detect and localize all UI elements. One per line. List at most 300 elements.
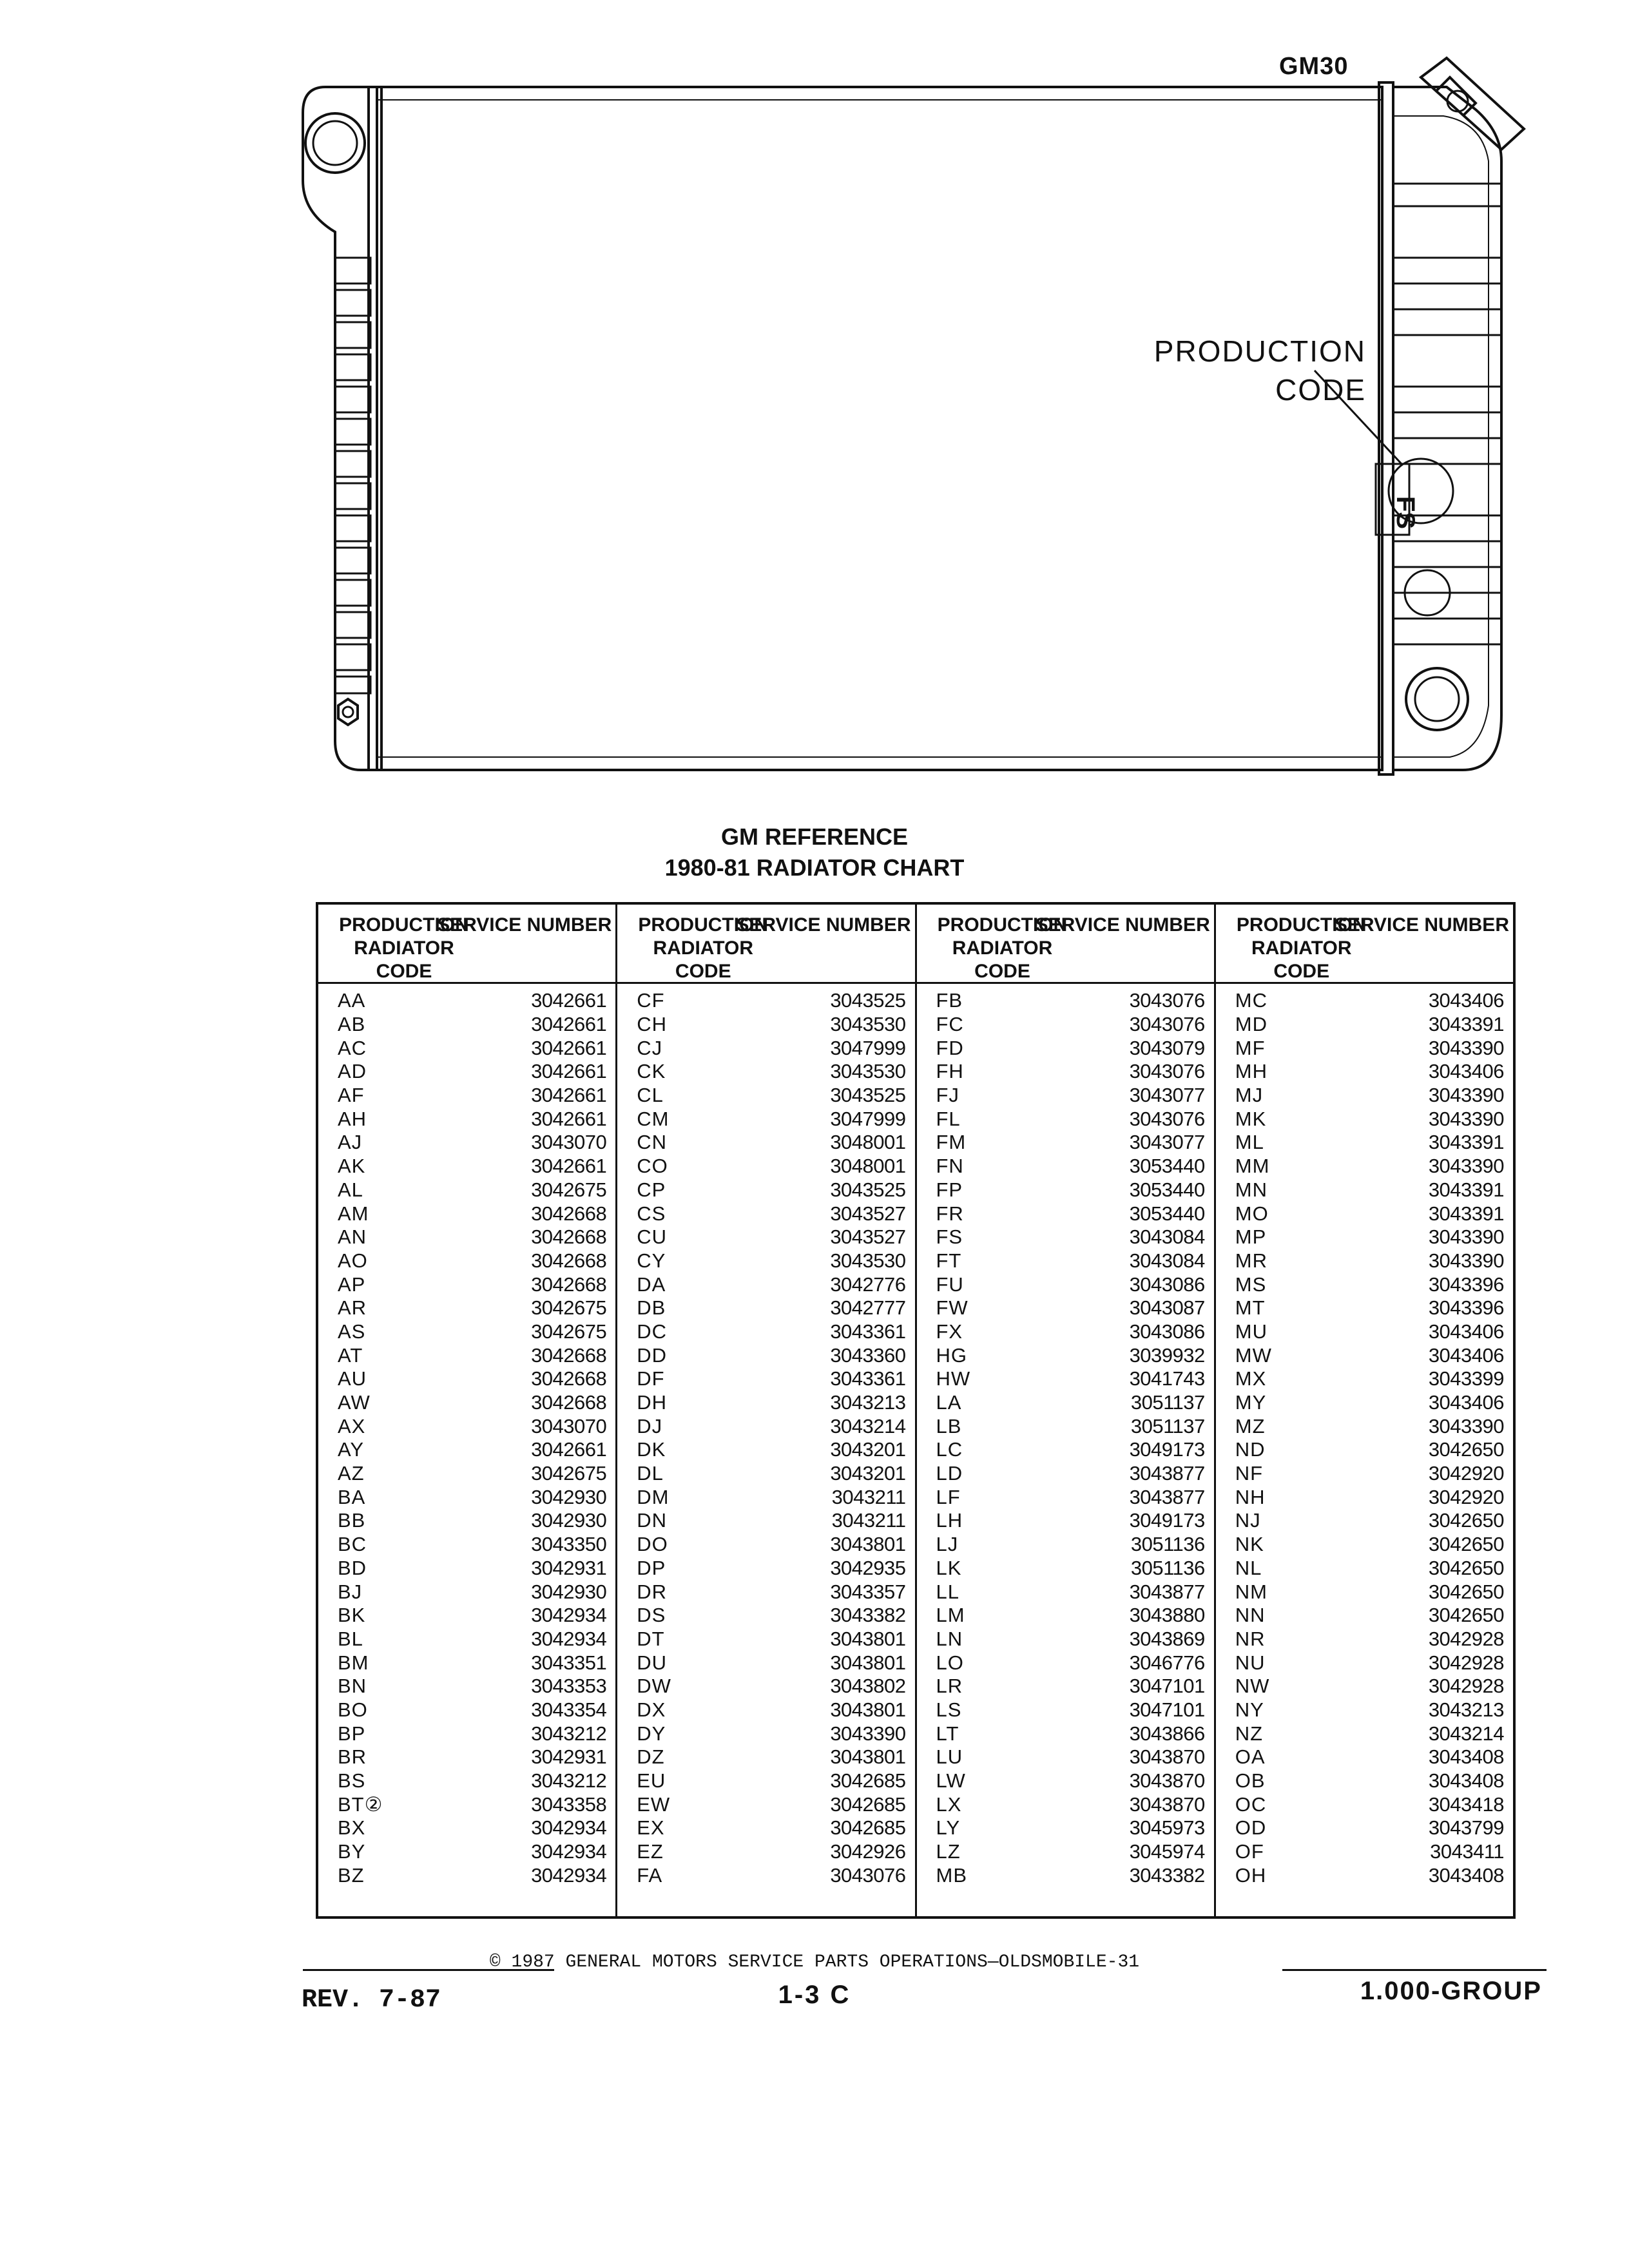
table-row: [917, 1769, 1214, 1793]
table-row: [1216, 1509, 1513, 1533]
production-code: FS: [936, 1225, 963, 1249]
table-row: [617, 1155, 914, 1178]
service-number: 3043076: [1129, 989, 1205, 1012]
table-row: [318, 1414, 615, 1438]
service-number: 3043079: [1129, 1036, 1205, 1059]
production-code: NY: [1235, 1698, 1264, 1721]
table-row: [318, 1745, 615, 1769]
service-number: 3043390: [1428, 1155, 1504, 1178]
table-row: [617, 1604, 914, 1628]
production-code: OC: [1235, 1792, 1267, 1816]
service-number: 3046776: [1129, 1651, 1205, 1674]
table-row: [318, 1391, 615, 1415]
service-number: 3043390: [1428, 1107, 1504, 1130]
table-row: [917, 1036, 1214, 1060]
table-row: [617, 1769, 914, 1793]
production-code: FA: [637, 1863, 663, 1887]
production-code: LO: [936, 1651, 964, 1674]
production-code: FC: [936, 1013, 964, 1036]
service-number: 3043360: [830, 1343, 906, 1367]
production-code: AS: [338, 1320, 366, 1343]
table-row: [318, 1557, 615, 1581]
service-number: 3043396: [1428, 1296, 1504, 1320]
service-number: 3043866: [1129, 1722, 1205, 1745]
production-code: MW: [1235, 1343, 1272, 1367]
service-number: 3043877: [1129, 1485, 1205, 1508]
service-number: 3043086: [1129, 1273, 1205, 1296]
table-row: [917, 1604, 1214, 1628]
table-row: [617, 1557, 914, 1581]
column-group-3: [917, 905, 1216, 1916]
service-number: 3043201: [830, 1462, 906, 1485]
table-row: [617, 1084, 914, 1108]
table-row: [318, 1438, 615, 1462]
service-number: 3042668: [531, 1273, 607, 1296]
table-row: [917, 989, 1214, 1013]
production-code: AO: [338, 1249, 368, 1272]
table-row: [617, 1320, 914, 1344]
production-code: CY: [637, 1249, 666, 1272]
service-number: 3043880: [1129, 1604, 1205, 1627]
service-number: 3042675: [531, 1296, 607, 1320]
service-number: 3043527: [830, 1225, 906, 1249]
service-number: 3047101: [1129, 1675, 1205, 1698]
service-number: 3047999: [830, 1036, 906, 1059]
header-service-number: SERVICE NUMBER: [1035, 914, 1210, 936]
table-row: [1216, 1202, 1513, 1225]
production-code: DD: [637, 1343, 668, 1367]
production-code: DH: [637, 1391, 668, 1414]
production-code: LT: [936, 1722, 959, 1745]
production-code: EW: [637, 1792, 671, 1816]
production-code: FL: [936, 1107, 961, 1130]
service-number: 3042920: [1428, 1485, 1504, 1508]
production-code: BA: [338, 1485, 366, 1508]
production-code: FP: [936, 1178, 963, 1201]
production-code: NK: [1235, 1533, 1264, 1556]
table-row: [917, 1557, 1214, 1581]
production-code: FJ: [936, 1084, 959, 1107]
service-number: 3053440: [1129, 1202, 1205, 1225]
table-row: [917, 1438, 1214, 1462]
service-number: 3042928: [1428, 1675, 1504, 1698]
table-row: [917, 1155, 1214, 1178]
production-code: BS: [338, 1769, 366, 1792]
production-code: CK: [637, 1060, 666, 1083]
table-row: [617, 1013, 914, 1037]
service-number: 3042776: [830, 1273, 906, 1296]
production-code: MD: [1235, 1013, 1268, 1036]
production-code: NF: [1235, 1462, 1264, 1485]
table-row: [617, 1131, 914, 1155]
production-code: BB: [338, 1509, 366, 1532]
service-number: 3043802: [830, 1675, 906, 1698]
table-row: [318, 1675, 615, 1698]
table-row: [318, 1628, 615, 1651]
table-row: [617, 1745, 914, 1769]
service-number: 3042935: [830, 1556, 906, 1579]
table-row: [917, 1722, 1214, 1745]
table-row: [917, 1013, 1214, 1037]
table-row: [318, 1107, 615, 1131]
service-number: 3043076: [1129, 1013, 1205, 1036]
radiator-chart-table: [316, 902, 1516, 1919]
footer-group: 1.000-GROUP: [1360, 1977, 1542, 2005]
production-code: LF: [936, 1485, 961, 1508]
production-code: NM: [1235, 1580, 1268, 1603]
service-number: 3043213: [830, 1391, 906, 1414]
production-code: CP: [637, 1178, 666, 1201]
column-header: [917, 905, 1214, 984]
service-number: 3042650: [1428, 1438, 1504, 1461]
table-row: [1216, 1580, 1513, 1604]
service-number: 3042930: [531, 1485, 607, 1508]
production-code: DR: [637, 1580, 668, 1603]
service-number: 3042928: [1428, 1627, 1504, 1650]
table-row: [318, 1249, 615, 1273]
production-code: MU: [1235, 1320, 1268, 1343]
production-code: NR: [1235, 1627, 1266, 1650]
table-row: [617, 1296, 914, 1320]
footer-page-number: 1-3 C: [778, 1981, 851, 2009]
table-row: [617, 1840, 914, 1864]
table-row: [1216, 1651, 1513, 1675]
table-row: [318, 1273, 615, 1296]
production-code: LC: [936, 1438, 963, 1461]
table-row: [1216, 1485, 1513, 1509]
table-row: [617, 1107, 914, 1131]
table-row: [917, 1792, 1214, 1816]
table-row: [318, 1485, 615, 1509]
production-code: LZ: [936, 1840, 961, 1863]
table-row: [917, 1296, 1214, 1320]
service-number: 3043390: [1428, 1225, 1504, 1249]
service-number: 3042934: [531, 1604, 607, 1627]
service-number: 3043406: [1428, 1060, 1504, 1083]
production-code: LR: [936, 1675, 963, 1698]
service-number: 3043357: [830, 1580, 906, 1603]
service-number: 3043201: [830, 1438, 906, 1461]
footer-copyright: © 1987 GENERAL MOTORS SERVICE PARTS OPERATIONS—OLDSMOBILE-31: [489, 1952, 1140, 1972]
callout-line-2: CODE: [1275, 373, 1366, 407]
production-code: FW: [936, 1296, 969, 1320]
table-row: [1216, 1557, 1513, 1581]
production-code: LD: [936, 1462, 963, 1485]
table-row: [318, 1816, 615, 1840]
service-number: 3043801: [830, 1651, 906, 1674]
production-code: LN: [936, 1627, 963, 1650]
table-row: [318, 1367, 615, 1391]
service-number: 3042650: [1428, 1580, 1504, 1603]
production-code: AJ: [338, 1131, 363, 1154]
service-number: 3043212: [531, 1722, 607, 1745]
service-number: 3043877: [1129, 1580, 1205, 1603]
production-code: EX: [637, 1816, 665, 1840]
service-number: 3043801: [830, 1698, 906, 1721]
service-number: 3042930: [531, 1509, 607, 1532]
service-number: 3043869: [1129, 1627, 1205, 1650]
table-row: [917, 1533, 1214, 1557]
production-code: AT: [338, 1343, 363, 1367]
production-code: EZ: [637, 1840, 664, 1863]
production-code: LK: [936, 1556, 962, 1579]
production-code: BN: [338, 1675, 367, 1698]
service-number: 3043350: [531, 1533, 607, 1556]
header-production-code: PRODUCTION RADIATOR CODE: [339, 914, 469, 982]
production-code: MM: [1235, 1155, 1270, 1178]
production-code: BK: [338, 1604, 366, 1627]
production-code: AM: [338, 1202, 369, 1225]
service-number: 3043801: [830, 1627, 906, 1650]
service-number: 3043390: [1428, 1414, 1504, 1437]
production-code: MS: [1235, 1273, 1267, 1296]
table-row: [1216, 1367, 1513, 1391]
service-number: 3042685: [830, 1792, 906, 1816]
table-row: [1216, 1438, 1513, 1462]
production-code: AK: [338, 1155, 366, 1178]
table-row: [1216, 1698, 1513, 1722]
production-code: FM: [936, 1131, 967, 1154]
column-group-2: [617, 905, 916, 1916]
table-row: [917, 1863, 1214, 1887]
table-row: [1216, 989, 1513, 1013]
service-number: 3039932: [1129, 1343, 1205, 1367]
table-row: [318, 1604, 615, 1628]
service-number: 3042661: [531, 1107, 607, 1130]
table-row: [617, 1816, 914, 1840]
service-number: 3043076: [830, 1863, 906, 1887]
table-row: [617, 1698, 914, 1722]
table-row: [318, 1722, 615, 1745]
service-number: 3043391: [1428, 1131, 1504, 1154]
production-code: LW: [936, 1769, 966, 1792]
table-row: [917, 1816, 1214, 1840]
table-row: [917, 1391, 1214, 1415]
column-group-4: [1216, 905, 1513, 1916]
radiator-diagram: [0, 0, 1629, 799]
production-code: AP: [338, 1273, 366, 1296]
production-code: AF: [338, 1084, 365, 1107]
table-row: [1216, 1533, 1513, 1557]
production-code: DO: [637, 1533, 668, 1556]
service-number: 3043406: [1428, 1343, 1504, 1367]
table-row: [617, 1651, 914, 1675]
production-code: AZ: [338, 1462, 365, 1485]
service-number: 3051137: [1130, 1391, 1205, 1414]
table-row: [1216, 1628, 1513, 1651]
table-row: [318, 1343, 615, 1367]
production-code: DL: [637, 1462, 664, 1485]
production-code: BC: [338, 1533, 367, 1556]
table-row: [617, 1675, 914, 1698]
production-code: MJ: [1235, 1084, 1264, 1107]
column-header: [318, 905, 615, 984]
production-code: FU: [936, 1273, 964, 1296]
table-row: [617, 1343, 914, 1367]
production-code: MF: [1235, 1036, 1266, 1059]
table-row: [917, 1580, 1214, 1604]
production-code: CU: [637, 1225, 668, 1249]
service-number: 3043530: [830, 1249, 906, 1272]
service-number: 3042661: [531, 989, 607, 1012]
production-code: MO: [1235, 1202, 1269, 1225]
table-row: [917, 1060, 1214, 1084]
service-number: 3043406: [1428, 989, 1504, 1012]
production-code: DZ: [637, 1745, 665, 1769]
production-code: DM: [637, 1485, 670, 1508]
service-number: 3043418: [1428, 1792, 1504, 1816]
table-row: [917, 1320, 1214, 1344]
table-row: [1216, 1107, 1513, 1131]
service-number: 3042661: [531, 1013, 607, 1036]
table-row: [617, 1367, 914, 1391]
service-number: 3043211: [831, 1509, 906, 1532]
production-code: BX: [338, 1816, 366, 1840]
table-row: [318, 1651, 615, 1675]
service-number: 3043084: [1129, 1249, 1205, 1272]
table-row: [318, 1202, 615, 1225]
production-code: DJ: [637, 1414, 663, 1437]
column-header: [1216, 905, 1513, 984]
production-code: FR: [936, 1202, 964, 1225]
production-code: BD: [338, 1556, 367, 1579]
service-number: 3043525: [830, 1178, 906, 1201]
table-row: [917, 1367, 1214, 1391]
table-row: [1216, 1745, 1513, 1769]
service-number: 3043358: [531, 1792, 607, 1816]
table-row: [318, 1296, 615, 1320]
service-number: 3043070: [531, 1414, 607, 1437]
production-code: MH: [1235, 1060, 1268, 1083]
table-row: [917, 1343, 1214, 1367]
production-code: FD: [936, 1036, 964, 1059]
service-number: 3043530: [830, 1013, 906, 1036]
service-number: 3045974: [1129, 1840, 1205, 1863]
production-code: ND: [1235, 1438, 1266, 1461]
service-number: 3042685: [830, 1816, 906, 1840]
production-code: DP: [637, 1556, 666, 1579]
chart-subtitle: 1980-81 RADIATOR CHART: [664, 854, 965, 881]
production-code: DT: [637, 1627, 665, 1650]
service-number: 3042934: [531, 1627, 607, 1650]
table-row: [318, 1698, 615, 1722]
service-number: 3047999: [830, 1107, 906, 1130]
production-code: LM: [936, 1604, 965, 1627]
production-code: DC: [637, 1320, 668, 1343]
production-code: ML: [1235, 1131, 1264, 1154]
production-code: LL: [936, 1580, 959, 1603]
table-row: [617, 1792, 914, 1816]
header-service-number: SERVICE NUMBER: [437, 914, 612, 936]
service-number: 3042926: [830, 1840, 906, 1863]
service-number: 3042668: [531, 1249, 607, 1272]
table-row: [917, 1202, 1214, 1225]
table-row: [318, 1320, 615, 1344]
table-row: [1216, 1391, 1513, 1415]
table-row: [617, 1580, 914, 1604]
production-code: AU: [338, 1367, 367, 1390]
service-number: 3043084: [1129, 1225, 1205, 1249]
production-code: AC: [338, 1036, 367, 1059]
table-row: [917, 1178, 1214, 1202]
table-row: [617, 1202, 914, 1225]
table-row: [1216, 1343, 1513, 1367]
table-row: [318, 1060, 615, 1084]
table-row: [617, 1178, 914, 1202]
service-number: 3043213: [1428, 1698, 1504, 1721]
table-row: [617, 1533, 914, 1557]
service-number: 3042650: [1428, 1604, 1504, 1627]
production-code: DF: [637, 1367, 665, 1390]
service-number: 3043877: [1129, 1462, 1205, 1485]
service-number: 3053440: [1129, 1155, 1205, 1178]
service-number: 3043087: [1129, 1296, 1205, 1320]
production-code: LH: [936, 1509, 963, 1532]
production-code: AB: [338, 1013, 366, 1036]
production-code: BT②: [338, 1792, 383, 1816]
service-number: 3043396: [1428, 1273, 1504, 1296]
table-row: [318, 1084, 615, 1108]
header-production-code: PRODUCTION RADIATOR CODE: [1236, 914, 1367, 982]
service-number: 3043411: [1430, 1840, 1504, 1863]
table-row: [917, 1462, 1214, 1486]
table-row: [318, 1769, 615, 1793]
production-code: BO: [338, 1698, 368, 1721]
production-code: OD: [1235, 1816, 1267, 1840]
production-code: FT: [936, 1249, 962, 1272]
table-row: [1216, 1296, 1513, 1320]
production-code: CH: [637, 1013, 668, 1036]
service-number: 3043076: [1129, 1107, 1205, 1130]
table-row: [617, 1036, 914, 1060]
production-code: BZ: [338, 1863, 365, 1887]
service-number: 3043390: [1428, 1084, 1504, 1107]
table-row: [1216, 1604, 1513, 1628]
service-number: 3042934: [531, 1863, 607, 1887]
production-code: CL: [637, 1084, 664, 1107]
production-code: AH: [338, 1107, 367, 1130]
service-number: 3043399: [1428, 1367, 1504, 1390]
service-number: 3042661: [531, 1438, 607, 1461]
header-production-code: PRODUCTION RADIATOR CODE: [638, 914, 769, 982]
table-row: [1216, 1792, 1513, 1816]
table-row: [318, 1863, 615, 1887]
service-number: 3042685: [830, 1769, 906, 1792]
table-row: [1216, 1155, 1513, 1178]
service-number: 3043799: [1428, 1816, 1504, 1840]
production-code: AX: [338, 1414, 366, 1437]
production-code: MB: [936, 1863, 967, 1887]
service-number: 3043070: [531, 1131, 607, 1154]
production-code: OB: [1235, 1769, 1266, 1792]
production-code: CJ: [637, 1036, 663, 1059]
service-number: 3043801: [830, 1533, 906, 1556]
service-number: 3042668: [531, 1225, 607, 1249]
table-row: [318, 1580, 615, 1604]
production-code: DU: [637, 1651, 668, 1674]
table-row: [917, 1698, 1214, 1722]
service-number: 3043214: [830, 1414, 906, 1437]
table-row: [318, 1462, 615, 1486]
service-number: 3043391: [1428, 1178, 1504, 1201]
service-number: 3042928: [1428, 1651, 1504, 1674]
service-number: 3042675: [531, 1178, 607, 1201]
production-code: CM: [637, 1107, 670, 1130]
service-number: 3042777: [830, 1296, 906, 1320]
table-row: [917, 1084, 1214, 1108]
service-number: 3043870: [1129, 1792, 1205, 1816]
table-row: [917, 1414, 1214, 1438]
